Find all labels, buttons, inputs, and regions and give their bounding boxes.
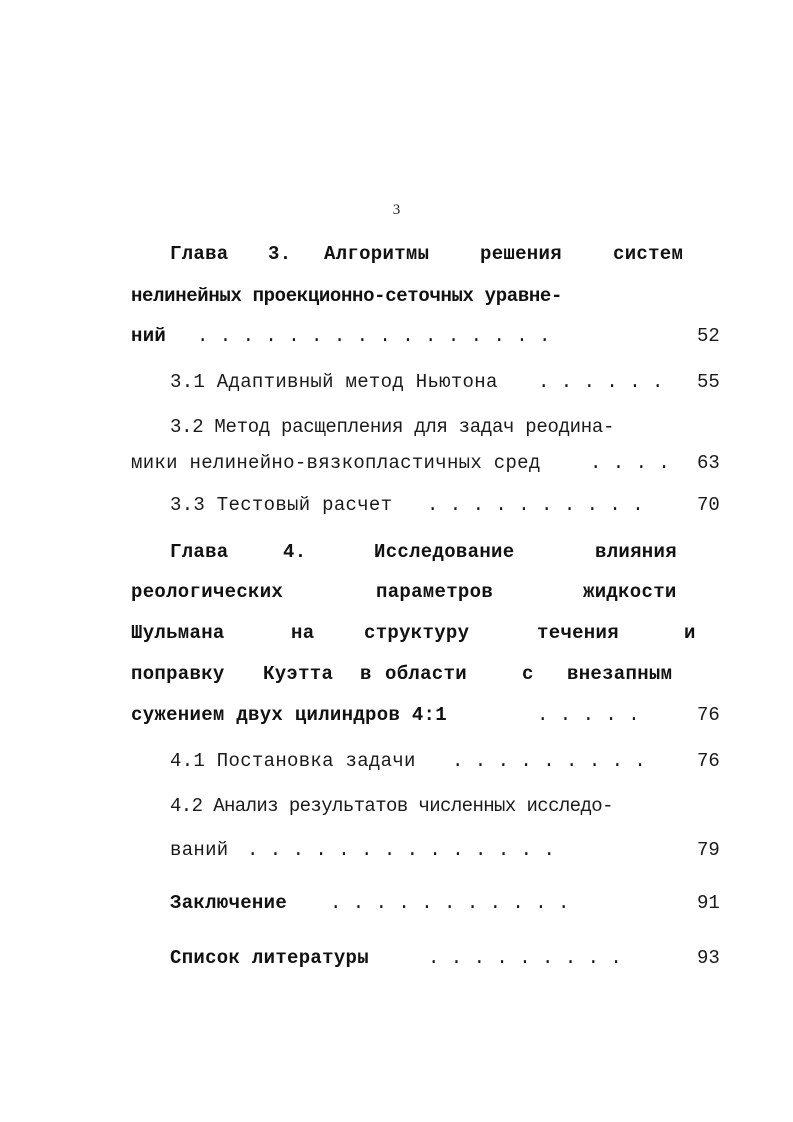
s33-title: 3.3 Тестовый расчет bbox=[170, 494, 393, 516]
s42-page: 79 bbox=[697, 839, 720, 861]
ch4-line4-w5: внезапным bbox=[567, 663, 673, 685]
conclusion-page: 91 bbox=[697, 892, 720, 914]
ch4-leader-dots: . . . . . bbox=[537, 704, 640, 726]
s31-title: 3.1 Адаптивный метод Ньютона bbox=[170, 371, 498, 393]
ch4-line3-w3: течения bbox=[537, 622, 619, 644]
ch3-page: 52 bbox=[697, 325, 720, 347]
s41-page: 76 bbox=[697, 750, 720, 772]
conclusion-leader-dots: . . . . . . . . . . . bbox=[330, 892, 570, 914]
ch3-leader-dots: . . . . . . . . . . . . . . . . bbox=[197, 325, 551, 347]
ch4-line4-w2: в bbox=[360, 663, 372, 685]
s32-line1: 3.2 Метод расщепления для задач реодина- bbox=[170, 416, 615, 438]
ch4-line3-w2: структуру bbox=[364, 622, 470, 644]
references-title: Список литературы bbox=[170, 947, 369, 969]
ch4-line2-w1: параметров bbox=[376, 581, 494, 603]
ch4-line3-w1: на bbox=[291, 622, 315, 644]
references-page: 93 bbox=[697, 947, 720, 969]
ch3-line2: нелинейных проекционно-сеточных уравне- bbox=[131, 285, 563, 307]
ch3-line1-w1: 3. bbox=[268, 243, 292, 265]
s42-leader-dots: . . . . . . . . . . . . . . bbox=[247, 839, 555, 861]
ch4-line3-w4: и bbox=[684, 622, 696, 644]
ch4-line4-w3: области bbox=[385, 663, 467, 685]
ch4-line4-w1: Куэтта bbox=[263, 663, 334, 685]
ch4-line4-w4: с bbox=[522, 663, 534, 685]
ch4-line3-w0: Шульмана bbox=[131, 622, 225, 644]
ch4-page: 76 bbox=[697, 704, 720, 726]
ch4-line1-w0: Глава bbox=[170, 541, 229, 563]
ch4-line1-w2: Исследование bbox=[374, 541, 515, 563]
s32-leader-dots: . . . . bbox=[590, 452, 670, 474]
ch3-line1-w3: решения bbox=[480, 243, 562, 265]
ch4-line1-w3: влияния bbox=[595, 541, 677, 563]
references-leader-dots: . . . . . . . . . bbox=[428, 947, 622, 969]
s33-page: 70 bbox=[697, 494, 720, 516]
ch4-line2-w2: жидкости bbox=[583, 581, 677, 603]
ch4-line1-w1: 4. bbox=[283, 541, 307, 563]
s42-line1: 4.2 Анализ результатов численных исследо- bbox=[170, 795, 613, 817]
ch3-line3: ний bbox=[131, 325, 167, 347]
ch4-line2-w0: реологических bbox=[131, 581, 284, 603]
s33-leader-dots: . . . . . . . . . . bbox=[427, 494, 644, 516]
ch3-line1-w0: Глава bbox=[170, 243, 229, 265]
s32-page: 63 bbox=[697, 452, 720, 474]
ch4-line4-w0: поправку bbox=[131, 663, 225, 685]
s32-line2: мики нелинейно-вязкопластичных сред bbox=[131, 452, 541, 474]
ch3-line1-w4: систем bbox=[613, 243, 684, 265]
ch4-line5: сужением двух цилиндров 4:1 bbox=[131, 704, 447, 726]
s31-leader-dots: . . . . . . bbox=[538, 371, 664, 393]
ch3-line1-w2: Алгоритмы bbox=[324, 243, 430, 265]
s42-line2: ваний bbox=[170, 839, 229, 861]
conclusion-title: Заключение bbox=[170, 892, 288, 914]
s41-leader-dots: . . . . . . . . . bbox=[452, 750, 646, 772]
s41-title: 4.1 Постановка задачи bbox=[170, 750, 416, 772]
page-number: 3 bbox=[392, 202, 401, 218]
s31-page: 55 bbox=[697, 371, 720, 393]
